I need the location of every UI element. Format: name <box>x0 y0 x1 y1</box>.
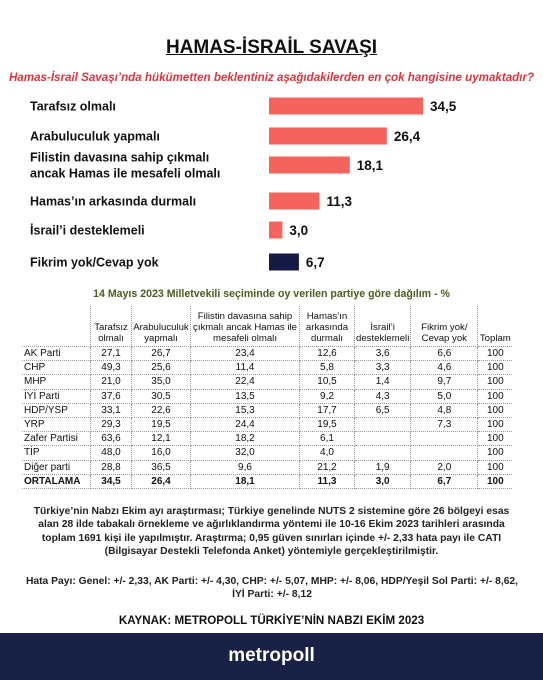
value-cell: 35,0 <box>132 375 191 389</box>
value-cell: 6,7 <box>411 474 478 488</box>
bar <box>269 222 282 239</box>
party-name-cell: HDP/YSP <box>22 403 91 417</box>
bar-category-label: ancak Hamas ile mesafeli olmalı <box>30 166 221 181</box>
value-cell: 3,6 <box>355 347 411 361</box>
value-cell: 4,6 <box>411 361 478 375</box>
party-name-cell: Diğer parti <box>22 460 91 474</box>
bar <box>269 254 299 271</box>
value-cell: 19,5 <box>132 417 191 431</box>
metropoll-logo: metropoll <box>228 645 315 666</box>
value-cell: 100 <box>478 432 513 446</box>
value-cell: 100 <box>478 460 513 474</box>
value-cell: 37,6 <box>91 389 132 403</box>
value-cell: 26,7 <box>132 347 191 361</box>
value-cell: 15,3 <box>191 403 300 417</box>
value-cell: 100 <box>478 446 513 460</box>
value-cell: 5,0 <box>411 389 478 403</box>
table-row <box>22 347 512 361</box>
survey-question: Hamas-İsrail Savaşı’nda hükümetten beklentiniz aşağıdakilerden en çok hangisine uymaktadır? <box>8 71 535 84</box>
bar-value-label: 26,4 <box>393 129 421 144</box>
value-cell: 34,5 <box>91 474 132 488</box>
column-header: Tarafsız olmalı <box>91 306 132 347</box>
value-cell: 24,4 <box>191 417 300 431</box>
value-cell: 100 <box>478 474 513 488</box>
value-cell <box>355 446 411 460</box>
value-cell: 5,8 <box>300 361 355 375</box>
page-title: HAMAS-İSRAİL SAVAŞI <box>165 37 378 58</box>
value-cell: 33,1 <box>91 403 132 417</box>
value-cell: 3,0 <box>355 474 411 488</box>
table-row <box>22 403 512 417</box>
source-text: KAYNAK: METROPOLL TÜRKİYE’NİN NABZI EKİM 2023 <box>118 614 425 627</box>
value-cell: 100 <box>478 361 513 375</box>
party-name-cell: CHP <box>22 361 91 375</box>
column-header: Toplam <box>478 306 513 347</box>
value-cell: 7,3 <box>411 417 478 431</box>
bar-value-label: 11,3 <box>326 194 352 209</box>
value-cell: 10,5 <box>300 375 355 389</box>
value-cell: 21,2 <box>300 460 355 474</box>
party-distribution-table <box>22 306 512 489</box>
value-cell: 22,6 <box>132 403 191 417</box>
party-name-cell: YRP <box>22 417 91 431</box>
column-header: Arabuluculuk yapmalı <box>132 306 191 347</box>
value-cell: 25,6 <box>132 361 191 375</box>
methodology-text: Türkiye’nin Nabzı Ekim ayı araştırması; Türkiye genelinde NUTS 2 sistemine göre 26 bölgeyi esas alan 28 ilde tabakalı örnekleme ve ağırlıklandırma yöntemi ile 10-16 Ekim 2023 tarihleri arasında toplam 1691 kişi ile yapılmıştır. Araştırma; 0,95 güven sınırları içinde +/- 2,33 hata payı ile CATI (Bilgisayar Destekli Telefonda Anket) yöntemiyle gerçekleştirilmiştir. <box>33 506 510 557</box>
table-row <box>22 417 512 431</box>
bar <box>269 128 387 145</box>
value-cell: 18,1 <box>191 474 300 488</box>
value-cell: 49,3 <box>91 361 132 375</box>
party-name-cell: TİP <box>22 446 91 460</box>
party-name-cell: İYİ Parti <box>22 389 91 403</box>
value-cell: 6,1 <box>300 432 355 446</box>
bar-chart <box>0 90 543 280</box>
value-cell <box>411 446 478 460</box>
value-cell: 4,8 <box>411 403 478 417</box>
value-cell: 11,4 <box>191 361 300 375</box>
value-cell: 21,0 <box>91 375 132 389</box>
value-cell: 6,6 <box>411 347 478 361</box>
value-cell: 6,5 <box>355 403 411 417</box>
value-cell: 1,9 <box>355 460 411 474</box>
table-row <box>22 389 512 403</box>
value-cell: 12,1 <box>132 432 191 446</box>
value-cell: 11,3 <box>300 474 355 488</box>
bar-category-label: Fikrim yok/Cevap yok <box>30 255 159 270</box>
column-header: Hamas’ın arkasında durmalı <box>300 306 355 347</box>
column-header <box>22 306 91 347</box>
table-row <box>22 375 512 389</box>
bar <box>269 98 423 115</box>
value-cell: 3,3 <box>355 361 411 375</box>
party-name-cell: ORTALAMA <box>22 474 91 488</box>
value-cell: 2,0 <box>411 460 478 474</box>
column-header: İsrail’i desteklemeli <box>355 306 411 347</box>
margin-of-error-text: Hata Payı: Genel: +/- 2,33, AK Parti: +/- 4,30, CHP: +/- 5,07, MHP: +/- 8,06, HDP/Yeşil Sol Parti: +/- 8,62, İYİ Parti: +/- 8,12 <box>25 576 519 601</box>
value-cell: 26,4 <box>132 474 191 488</box>
value-cell: 100 <box>478 403 513 417</box>
table-row <box>22 460 512 474</box>
value-cell: 36,5 <box>132 460 191 474</box>
value-cell: 18,2 <box>191 432 300 446</box>
value-cell: 9,7 <box>411 375 478 389</box>
value-cell: 100 <box>478 417 513 431</box>
value-cell: 32,0 <box>191 446 300 460</box>
table-row <box>22 474 512 488</box>
bar-value-label: 18,1 <box>356 158 384 173</box>
value-cell: 27,1 <box>91 347 132 361</box>
value-cell: 13,5 <box>191 389 300 403</box>
bar-value-label: 6,7 <box>305 255 325 270</box>
value-cell: 22,4 <box>191 375 300 389</box>
value-cell: 9,6 <box>191 460 300 474</box>
table-title: 14 Mayıs 2023 Milletvekili seçiminde oy verilen partiye göre dağılım - % <box>93 288 450 300</box>
bar <box>269 193 319 210</box>
value-cell: 1,4 <box>355 375 411 389</box>
value-cell: 28,8 <box>91 460 132 474</box>
value-cell: 17,7 <box>300 403 355 417</box>
footer-bar <box>0 633 543 680</box>
bar-value-label: 34,5 <box>430 99 457 114</box>
party-name-cell: Zafer Partisi <box>22 432 91 446</box>
bar-value-label: 3,0 <box>289 223 309 238</box>
value-cell <box>355 432 411 446</box>
value-cell <box>355 417 411 431</box>
bar-category-label: İsrail’i desteklemeli <box>30 223 145 238</box>
value-cell: 29,3 <box>91 417 132 431</box>
value-cell <box>411 432 478 446</box>
column-header: Fikrim yok/ Cevap yok <box>411 306 478 347</box>
bar-category-label: Arabuluculuk yapmalı <box>30 129 160 144</box>
value-cell: 23,4 <box>191 347 300 361</box>
value-cell: 63,6 <box>91 432 132 446</box>
value-cell: 16,0 <box>132 446 191 460</box>
value-cell: 30,5 <box>132 389 191 403</box>
bar-category-label: Hamas’ın arkasında durmalı <box>30 194 197 209</box>
value-cell: 100 <box>478 389 513 403</box>
value-cell: 4,0 <box>300 446 355 460</box>
column-header: Filistin davasına sahip çıkmalı ancak Hamas ile mesafeli olmalı <box>191 306 300 347</box>
value-cell: 12,6 <box>300 347 355 361</box>
table-row <box>22 432 512 446</box>
value-cell: 100 <box>478 347 513 361</box>
value-cell: 19,5 <box>300 417 355 431</box>
party-name-cell: AK Parti <box>22 347 91 361</box>
table-row <box>22 361 512 375</box>
bar <box>269 157 350 174</box>
table-header-row <box>22 306 512 347</box>
bar-category-label: Filistin davasına sahip çıkmalı <box>30 150 210 165</box>
value-cell: 4,3 <box>355 389 411 403</box>
table-body <box>22 347 512 489</box>
party-name-cell: MHP <box>22 375 91 389</box>
bar-category-label: Tarafsız olmalı <box>30 99 116 114</box>
value-cell: 9,2 <box>300 389 355 403</box>
value-cell: 100 <box>478 375 513 389</box>
value-cell: 48,0 <box>91 446 132 460</box>
table-row <box>22 446 512 460</box>
